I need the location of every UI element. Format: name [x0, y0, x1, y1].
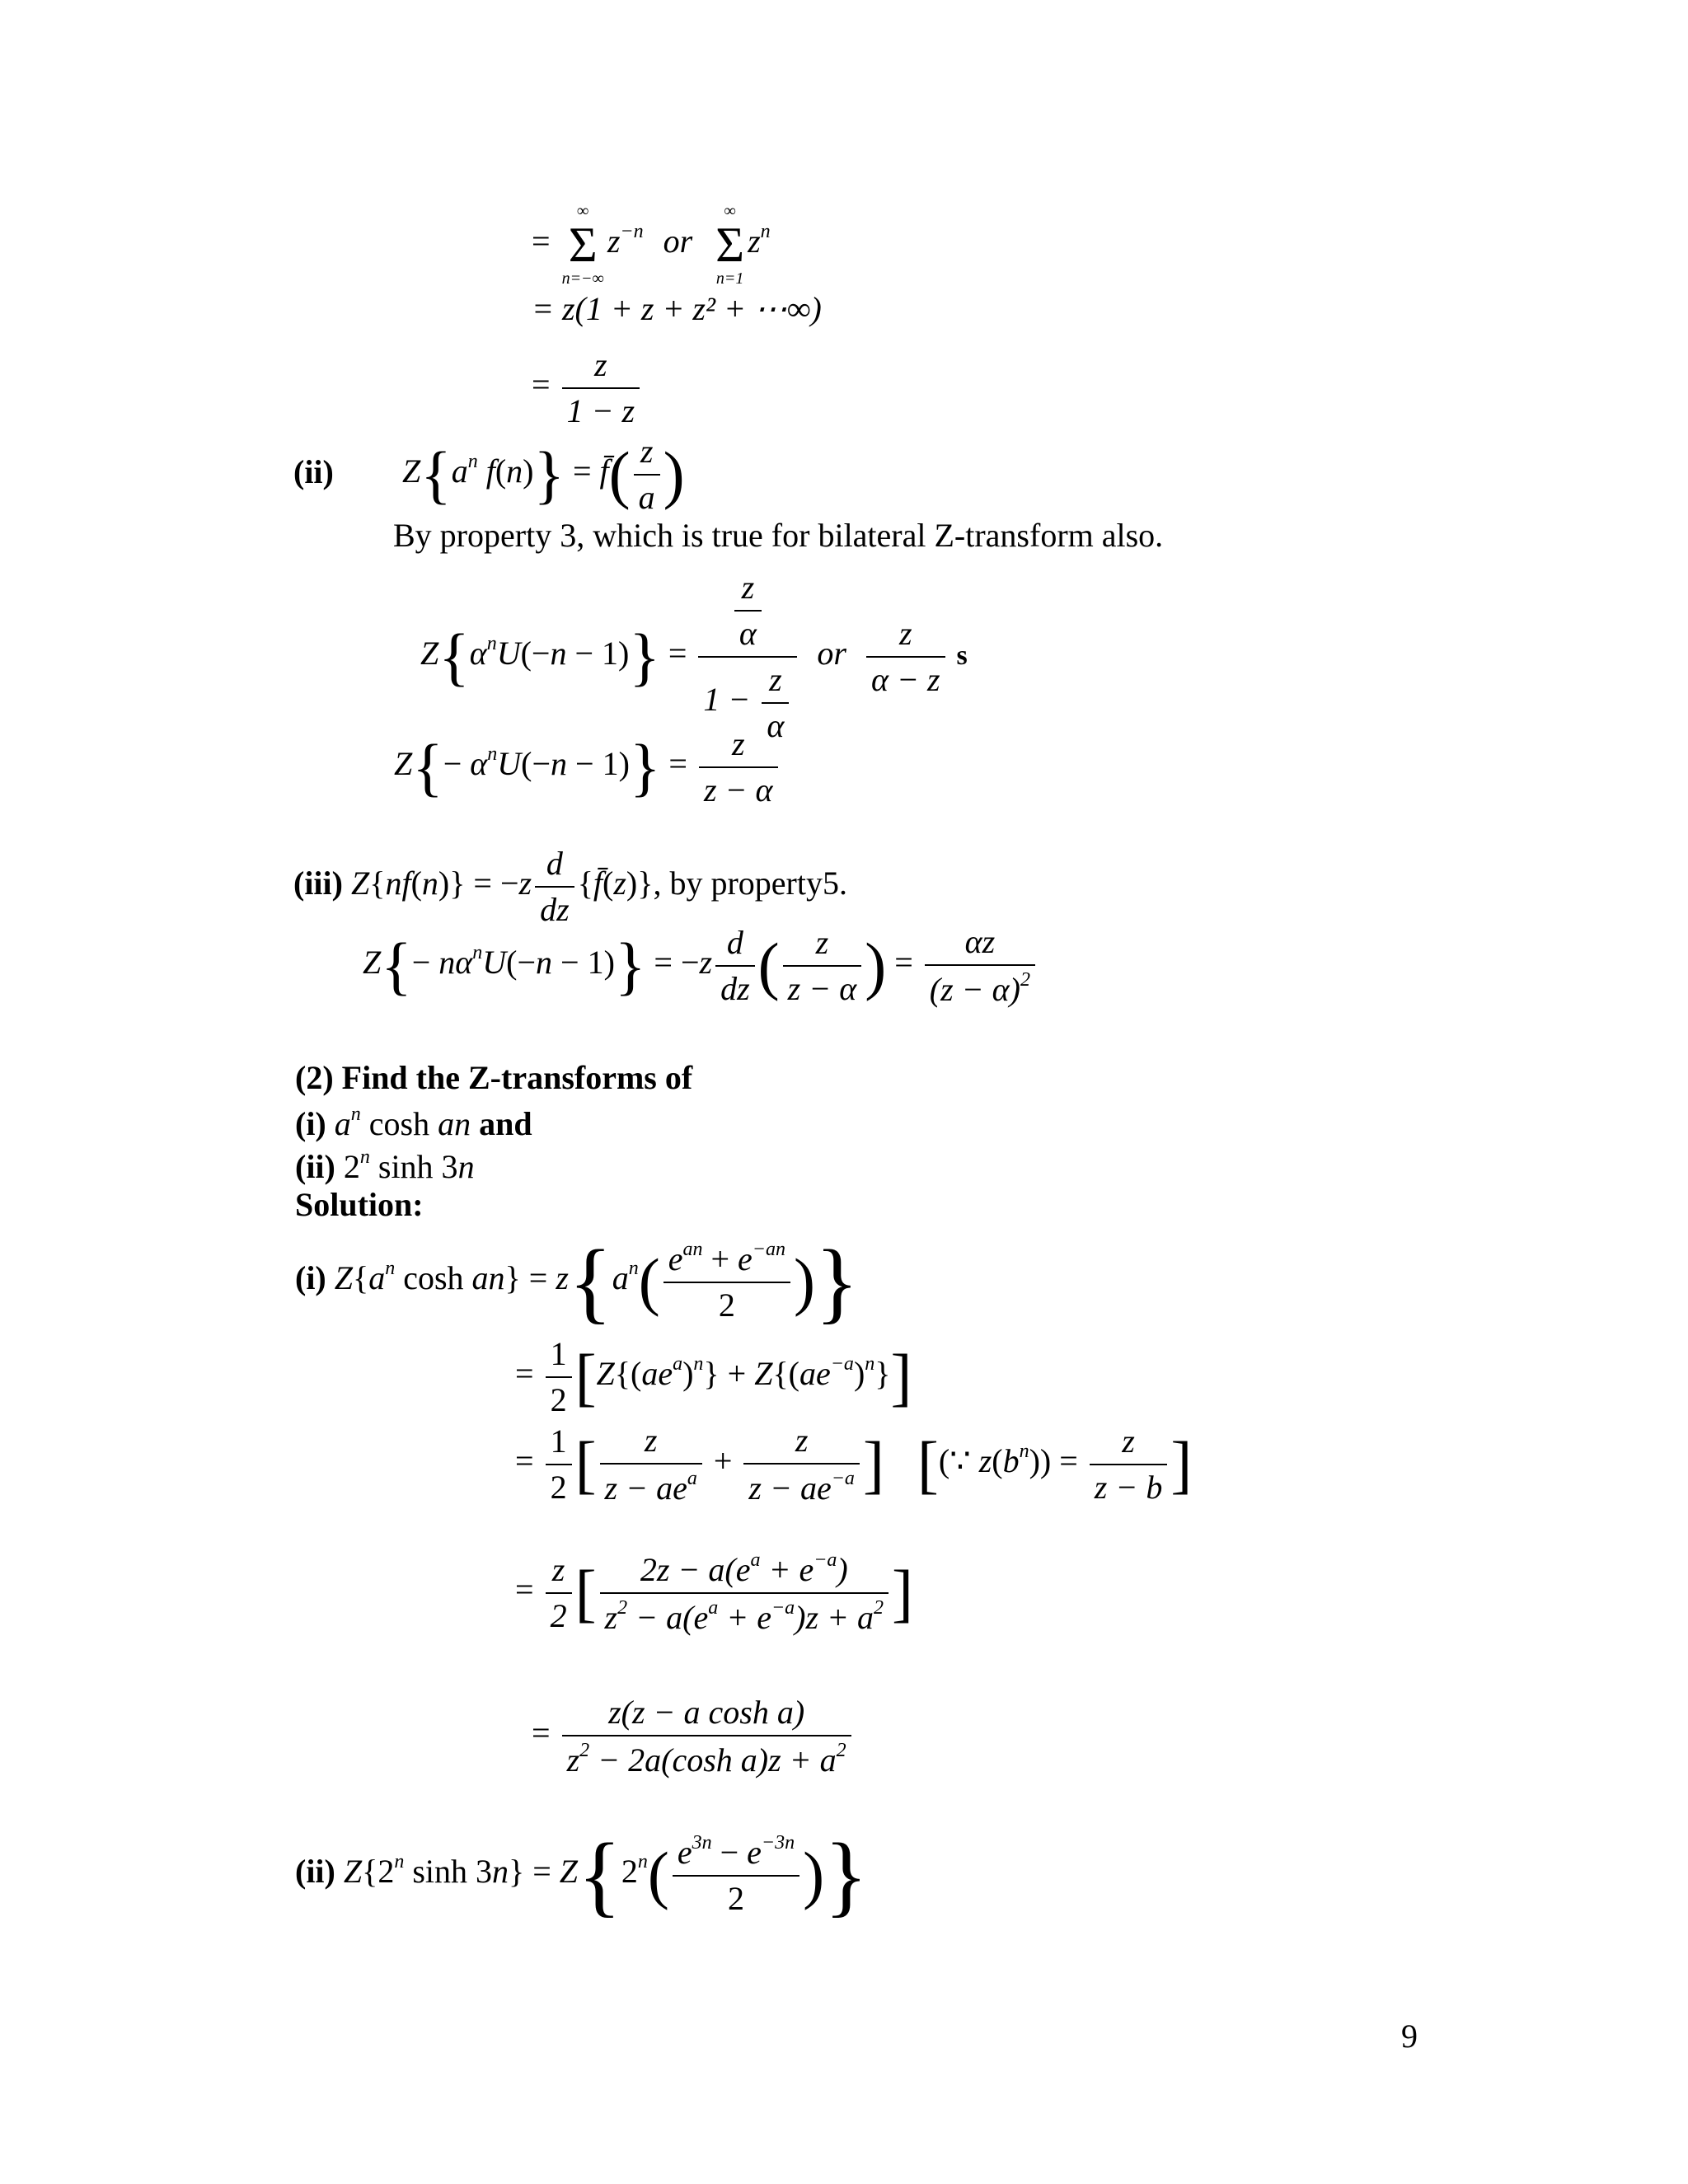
differentiation-property-equation: (iii) Z{nf(n)} = −z $\frac{d}{dz}$ {f̄(z)}, by property5.: [293, 845, 847, 928]
negated-left-sided-transform: $Z\{- \alpha^nU(-n - 1)\}$ = $\frac{z}{z - \alpha}$: [394, 725, 781, 809]
problem-part-i: (i) $a^n$ cosh an and: [295, 1104, 532, 1142]
cosh-combined-step: = $\frac{z}{2}$ [ $\frac{2z - a(e^a + e^{-a})}{z^2 - a(e^a + e^{-a})z + a^2}$ ]: [515, 1549, 914, 1636]
sinh-definition-step: (ii) Z{2$^n$ $\sinh 3n\} = Z\{2^n$( $\frac{e^{3n} - e^{-3n}}{2}$ )}: [295, 1825, 868, 1925]
summation-symbol: ∞ Σ n=−∞: [561, 202, 604, 288]
cosh-definition-step: (i) $Z\{a^n$ $\cosh an\} = z\{a^n$( $\frac{e^{an} + e^{-an}}{2}$ )}: [295, 1231, 859, 1332]
cosh-fraction-step: = $\frac{1}{2}$ [ $\frac{z}{z - ae^a}$ + $\frac{z}{z - ae^{-a}}$ ] [(∵ $z(b^n)$) = $\frac{z}{z - b}$ ]: [515, 1422, 1193, 1507]
left-sided-sequence-transform: $Z\{\alpha^nU(-n - 1)\}$ = $\frac{z}{\alpha}$ 1 − $\frac{z}{\alpha}$ or $\frac{z}{\alpha - z}$ s: [420, 569, 968, 744]
cosh-split-step: = $\frac{1}{2}$ $[Z\{(ae^a)^n\} + Z\{(ae^{-a})^n\}]$: [515, 1335, 912, 1418]
summation-symbol: ∞ Σ n=1: [715, 202, 745, 288]
sum-equation: = ∞ Σ n=−∞ $z^{-n}$ or ∞ Σ n=1 $z^n$: [532, 202, 771, 288]
scaling-property-equation: $Z\{a^n$ f(n)} = f̄( $\frac{z}{a}$ ): [402, 433, 685, 516]
series-expansion: = z(1 + z + z² + ⋯∞): [532, 290, 822, 327]
cosh-final-result: = $\frac{\text{z(z − a cosh a)}}{z^2 - 2a(\cosh a)z + a^2}$: [532, 1694, 855, 1779]
derivative-transform-result: $Z\{- n\alpha^nU(-n - 1)\} = -z$ $\frac{d}{dz}$ ( $\frac{z}{z - \alpha}$ ) = $\frac{\alpha z}{(z - \alpha)^2}$: [363, 923, 1039, 1009]
solution-label: Solution:: [295, 1186, 424, 1223]
part-label: (ii): [293, 453, 334, 490]
property-note: By property 3, which is true for bilateral Z-transform also.: [393, 517, 1164, 554]
page-number: 9: [1401, 2018, 1418, 2055]
problem-heading: (2) Find the Z-transforms of: [295, 1059, 693, 1096]
series-sum-result: = $\frac{z}{1 - z}$: [532, 346, 643, 430]
problem-part-ii: (ii) 2$^n$ sinh 3n: [295, 1146, 475, 1185]
